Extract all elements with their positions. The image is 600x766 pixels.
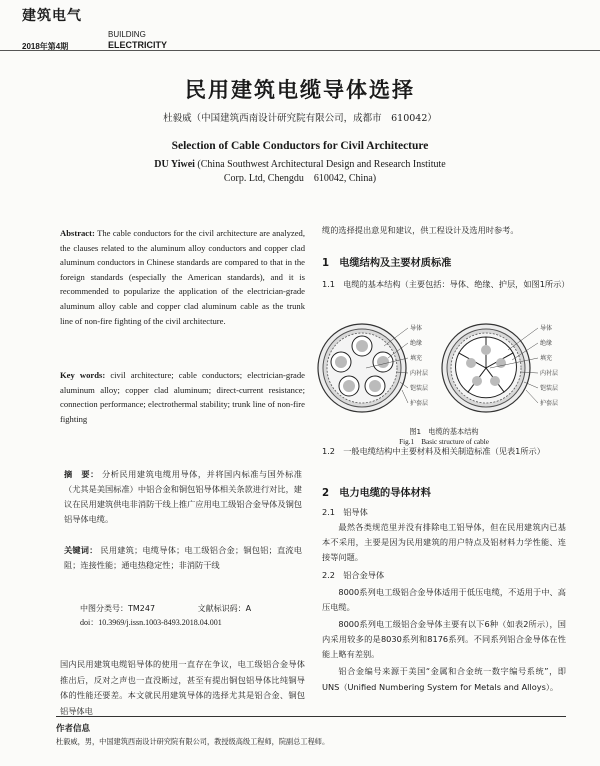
classification-line [80, 601, 300, 616]
fig-label-left-5: 护套层 [410, 400, 429, 407]
section-1-1: 1.1 电缆的基本结构（主要包括：导体、绝缘、护层，如图1所示） [322, 279, 570, 289]
keywords-cn-label: 关键词： [64, 545, 98, 555]
section-2-1-heading: 2.1 铝导体 [322, 507, 368, 517]
section-2-heading: 2 电力电缆的导体材料 [322, 488, 431, 499]
section-2-2-p3: 铝合金编号来源于美国“金属和合金统一数字编号系统”，即UNS（Unified Numbering System for Metals and Alloys）。 [322, 666, 566, 692]
section-1-2: 1.2 一般电缆结构中主要材料及相关制造标准（见表1所示） [322, 446, 545, 456]
abstract-cn [64, 467, 302, 527]
fig-label-right-1: 绝缘 [540, 340, 553, 347]
section-2-2-p1: 8000系列电工级铝合金导体适用于低压电缆，不适用于中、高压电缆。 [322, 587, 566, 612]
intro-continued: 缆的选择提出意见和建议，供工程设计及选用时参考。 [322, 225, 519, 235]
author-en [150, 158, 450, 186]
keywords-en-label: Key words: [60, 370, 106, 380]
author-info-heading: 作者信息 [56, 724, 91, 734]
figure-caption-en: Fig.1 Basic structure of cable [399, 438, 489, 446]
footer-divider [56, 716, 566, 717]
fig-label-right-0: 导体 [540, 325, 553, 332]
section-2-2-heading: 2.2 铝合金导体 [322, 570, 385, 580]
fig-label-right-3: 内衬层 [540, 370, 559, 377]
abstract-cn-text: 分析民用建筑电缆用导体，并将国内标准与国外标准（尤其是美国标准）中铝合金和铜包铝导体相关条款进行对比，建议在民用建筑供电非消防干线上推广应用电工级铝合金导体及铜包铝导体电缆。 [64, 469, 302, 524]
doi: doi：10.3969/j.issn.1003-8493.2018.04.001 [80, 618, 222, 627]
abstract-en [60, 226, 305, 328]
document-code: 文献标识码：A [197, 604, 252, 613]
fig-label-right-2: 填充 [540, 355, 553, 362]
figure-caption-cn: 图1 电缆的基本结构 [409, 427, 479, 436]
author-cn: 杜毅威（中国建筑西南设计研究院有限公司，成都市 610042） [163, 113, 437, 124]
fig-label-left-0: 导体 [410, 325, 423, 332]
fig-label-right-4: 铠装层 [540, 385, 559, 392]
journal-name-en-2: ELECTRICITY [108, 40, 168, 50]
journal-logo: 建筑电气 [22, 8, 82, 24]
journal-name-en-1: BUILDING [108, 30, 146, 39]
header-divider [0, 50, 600, 51]
keywords-en-text: civil architecture; cable conductors; electrician-grade aluminum alloy; copper clad aluminum; direct-current resistance; connection performance; electrothermal stability; trunk line of non-fire fighting [60, 370, 305, 424]
fig-label-left-1: 绝缘 [410, 340, 423, 347]
fig-label-right-5: 护套层 [540, 400, 559, 407]
fig-label-left-3: 内衬层 [410, 370, 429, 377]
abstract-en-label: Abstract: [60, 228, 95, 238]
keywords-en [60, 368, 305, 426]
author-info-text: 杜毅威，男，中国建筑西南设计研究院有限公司，教授级高级工程师，院副总工程师。 [56, 737, 330, 746]
article-title-en: Selection of Cable Conductors for Civil Architecture [171, 140, 429, 152]
intro-paragraph: 国内民用建筑电缆铝导体的使用一直存在争议，电工级铝合金导体推出后，反对之声也一直没断过，甚至有提出铜包铝导体比纯铜导体的性能还要差。本文就民用建筑导体的选择尤其是铝合金、铜包铝导体电 [60, 659, 305, 716]
abstract-en-text: The cable conductors for the civil architecture are analyzed, the clauses related to the aluminum alloy conductors and copper clad aluminum conductors in Chinese standards are compared to that in the foreign standards (especially the American standards), and it is recommended to popularize the application of the electrician-grade aluminum alloy cable and copper clad aluminum cable as the trunk line of non-fire fighting of the civil architecture. [60, 228, 305, 326]
cable-structure-figure [304, 316, 580, 420]
keywords-cn-text: 民用建筑；电缆导体；电工级铝合金；铜包铝；直流电阻；连接性能；通电热稳定性；非消防干线 [64, 545, 302, 570]
section-2-2-p2: 8000系列电工级铝合金导体主要有以下6种（如表2所示），国内采用较多的是8030系列和8176系列。不同系列铝合金导体在性能上略有差别。 [322, 619, 566, 659]
keywords-cn [64, 543, 302, 573]
abstract-cn-label: 摘 要： [64, 469, 99, 479]
section-2-1-text: 最然各类规范里并没有排除电工铝导体，但在民用建筑内已基本不采用，主要是因为民用建筑的用户特点及铝材料力学性能、连接等问题。 [322, 522, 566, 562]
clc-number: 中图分类号：TM247 [80, 604, 156, 613]
issue-number: 2018年第4期 [22, 42, 69, 51]
author-en-affil-1: (China Southwest Architectural Design and Research Institute [197, 159, 446, 170]
cable-cross-section-right [442, 324, 530, 412]
cable-cross-section-left [318, 324, 406, 412]
author-en-affil-2: Corp. Ltd, Chengdu 610042, China) [223, 173, 377, 184]
fig-label-left-4: 铠装层 [410, 385, 429, 392]
section-1-heading: 1 电缆结构及主要材质标准 [322, 258, 452, 269]
fig-label-left-2: 填充 [410, 355, 423, 362]
article-title-cn: 民用建筑电缆导体选择 [185, 78, 415, 102]
author-en-name: DU Yiwei [154, 159, 195, 170]
